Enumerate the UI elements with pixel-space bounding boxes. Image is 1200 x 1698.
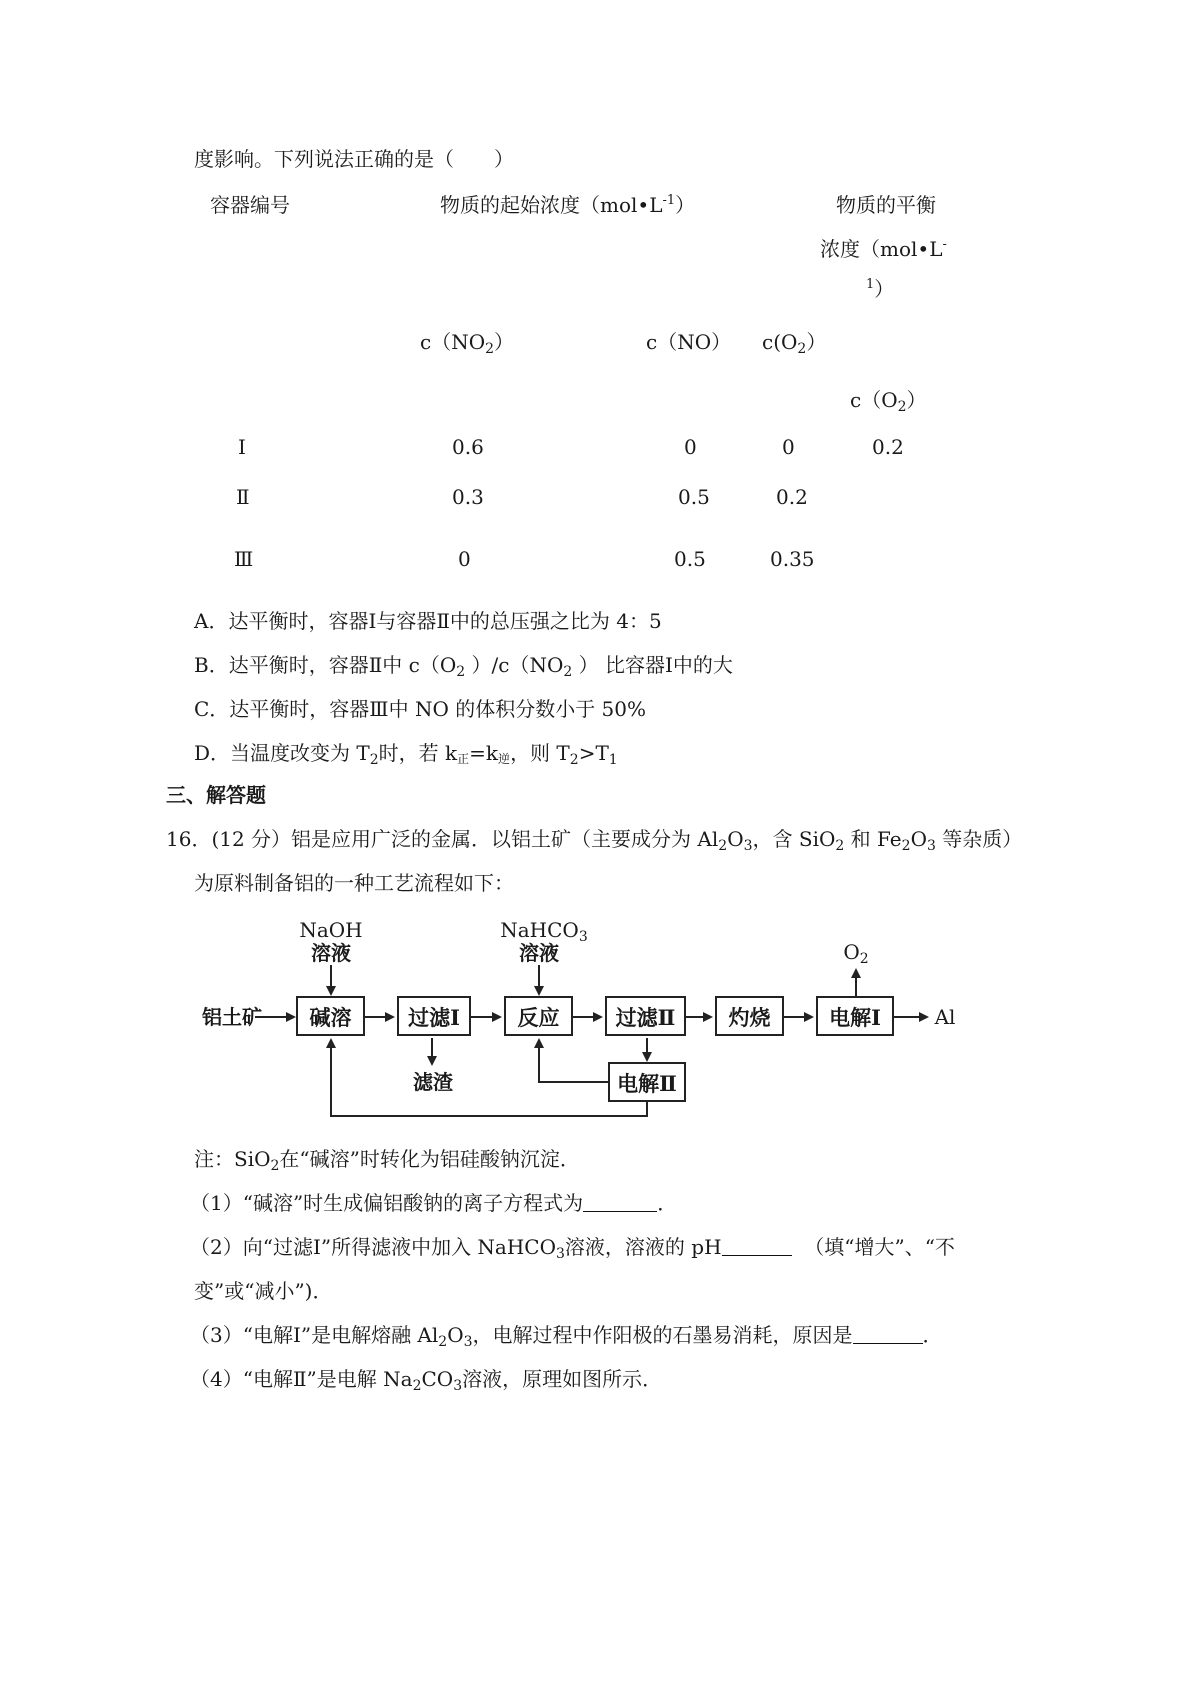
question-16-line2: 为原料制备铝的一种工艺流程如下： bbox=[194, 871, 514, 895]
table-cell-no2: 0.3 bbox=[452, 485, 484, 509]
arrow-electrolysis2-to-reaction bbox=[539, 1040, 608, 1082]
table-cell-no: 0.5 bbox=[674, 547, 706, 571]
question-16-line1: 16．(12 分）铝是应用广泛的金属．以铝土矿（主要成分为 $Al_2O_3$，含 SiO$_2$ 和 $Fe_2O_3$ 等杂质） bbox=[166, 827, 1023, 854]
table-cell-no2: 0.6 bbox=[452, 435, 484, 459]
table-row-label: Ⅰ bbox=[238, 435, 246, 459]
subquestion-2: （2）向“过滤Ⅰ”所得滤液中加入 NaHCO$_3$溶液，溶液的 pH （填“增大”、“不 bbox=[190, 1235, 955, 1262]
subquestion-3: （3）“电解Ⅰ”是电解熔融 $Al_2O_3$，电解过程中作阳极的石墨易消耗，原因是 ． bbox=[190, 1323, 943, 1350]
table-row-label: Ⅱ bbox=[236, 485, 250, 509]
option-c: C．达平衡时，容器Ⅲ中 NO 的体积分数小于 50% bbox=[194, 697, 647, 721]
flow-box-alkali-dissolve: 碱溶 bbox=[296, 996, 365, 1036]
flow-box-electrolysis-1: 电解Ⅰ bbox=[816, 996, 894, 1036]
option-b: B．达平衡时，容器Ⅱ中 $c(O_2$ ）$/c(NO_2$ ） 比容器Ⅰ中的大 bbox=[194, 653, 733, 680]
flow-box-filter-2: 过滤Ⅱ bbox=[605, 996, 686, 1036]
section-title: 三、解答题 bbox=[166, 783, 266, 807]
flow-output-al: Al bbox=[934, 1005, 956, 1029]
table-cell-o2: 0.35 bbox=[770, 547, 815, 571]
flow-nahco3-label: NaHCO$_3$ bbox=[500, 918, 588, 945]
flow-box-reaction: 反应 bbox=[504, 996, 573, 1036]
table-header-eq-conc-line3: $^1$） bbox=[866, 277, 895, 301]
option-a: A．达平衡时，容器Ⅰ与容器Ⅱ中的总压强之比为 4：5 bbox=[194, 609, 662, 633]
table-header-eq-conc-line2: 浓度（mol•L- bbox=[820, 237, 947, 261]
flow-input-label: 铝土矿 bbox=[202, 1005, 262, 1029]
flow-o2-label: $O_2$ bbox=[843, 940, 869, 967]
table-cell-no: 0.5 bbox=[678, 485, 710, 509]
table-header-eq-conc-line1: 物质的平衡 bbox=[836, 193, 936, 217]
flow-box-electrolysis-2: 电解Ⅱ bbox=[608, 1062, 686, 1102]
flow-residue-label: 滤渣 bbox=[413, 1070, 453, 1094]
table-cell-no2: 0 bbox=[458, 547, 471, 571]
question-intro: 度影响。下列说法正确的是（ ） bbox=[194, 147, 514, 171]
flow-nahco3-solution-label: 溶液 bbox=[519, 941, 559, 965]
flow-box-calcine: 灼烧 bbox=[715, 996, 784, 1036]
table-subheader-no: c（NO） bbox=[646, 330, 732, 354]
table-cell-o2: 0 bbox=[782, 435, 795, 459]
table-header-container: 容器编号 bbox=[210, 193, 290, 217]
option-d: D．当温度改变为 $T_2$时，若 k正=k逆，则 $T_2>T_1$ bbox=[194, 741, 618, 768]
subquestion-4: （4）“电解Ⅱ”是电解 $Na_2CO_3$溶液，原理如图所示． bbox=[190, 1367, 663, 1394]
table-cell-no: 0 bbox=[684, 435, 697, 459]
flow-naoh-label: NaOH bbox=[299, 918, 363, 942]
table-subheader-no2: $c(NO_2)$ bbox=[420, 330, 515, 357]
table-header-initial-conc: 物质的起始浓度$(mol•L^{-1})$ bbox=[440, 193, 696, 217]
table-row-label: Ⅲ bbox=[234, 547, 254, 571]
table-subheader-eq-o2: $c(O_2)$ bbox=[850, 388, 927, 415]
table-subheader-o2: $c(O_2)$ bbox=[762, 330, 827, 357]
answer-blank[interactable] bbox=[583, 1193, 657, 1212]
subquestion-2-line2: 变”或“减小”)． bbox=[194, 1279, 333, 1303]
arrow-electrolysis2-to-alkali bbox=[331, 1040, 647, 1116]
flow-box-filter-1: 过滤Ⅰ bbox=[397, 996, 471, 1036]
subquestion-1: （1）“碱溶”时生成偏铝酸钠的离子方程式为 ． bbox=[190, 1191, 678, 1215]
flow-note: 注：SiO$_2$在“碱溶”时转化为铝硅酸钠沉淀． bbox=[194, 1147, 580, 1174]
table-cell-o2: 0.2 bbox=[776, 485, 808, 509]
answer-blank[interactable] bbox=[853, 1325, 923, 1344]
answer-blank[interactable] bbox=[722, 1237, 792, 1256]
flow-naoh-solution-label: 溶液 bbox=[311, 941, 351, 965]
table-cell-eq-o2: 0.2 bbox=[872, 435, 904, 459]
